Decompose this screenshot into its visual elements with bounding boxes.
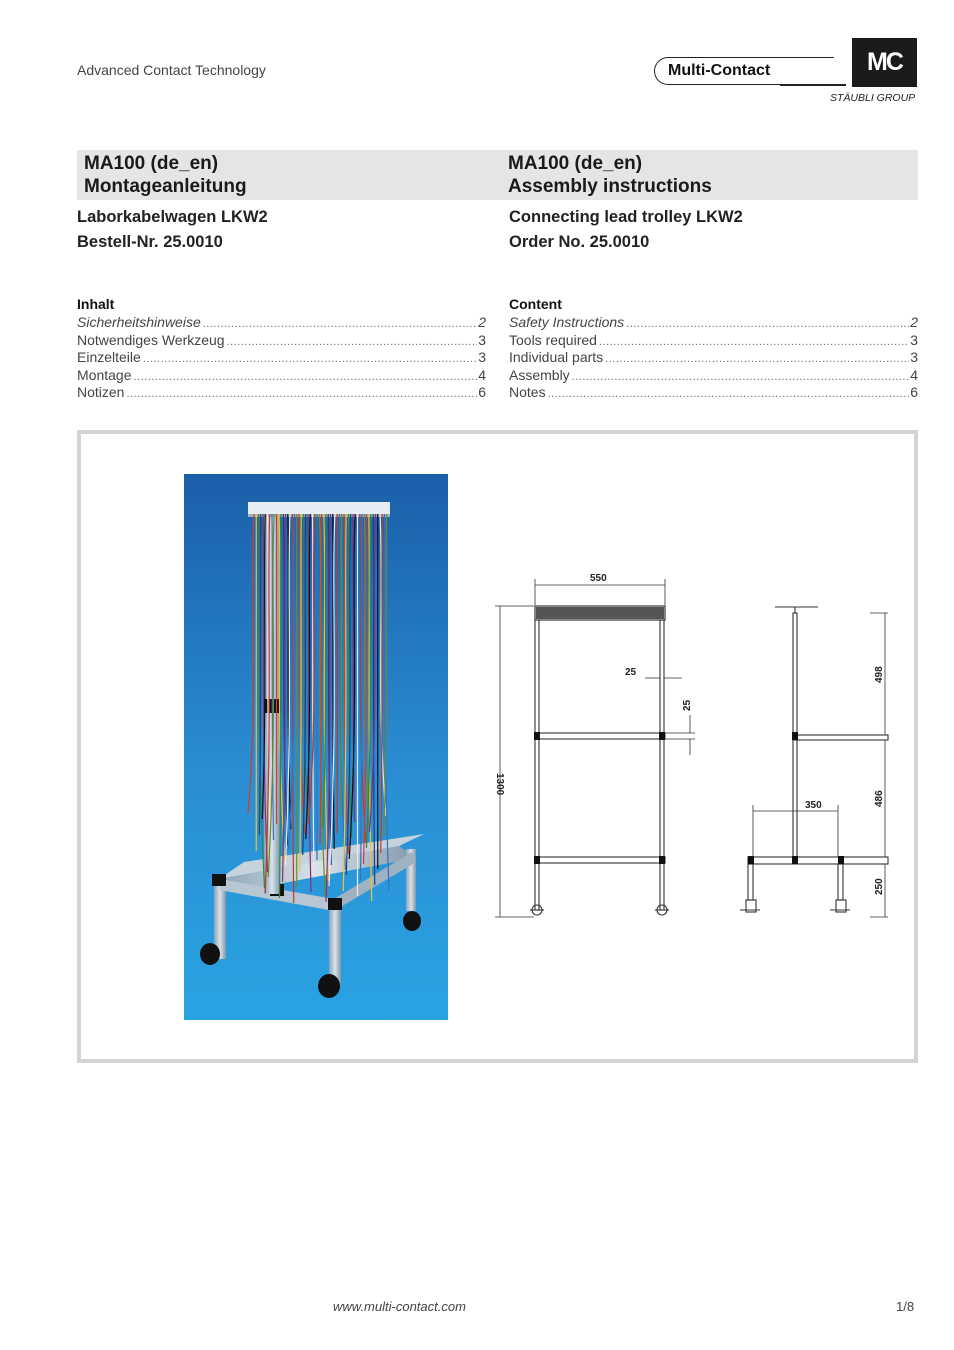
toc-page: 6 (478, 384, 486, 400)
toc-heading-de: Inhalt (77, 296, 115, 312)
toc-label: Einzelteile (77, 349, 141, 365)
toc-item[interactable] (77, 314, 486, 332)
product-photo (184, 474, 448, 1020)
doc-code-en: MA100 (de_en) (508, 153, 643, 174)
footer-url[interactable]: www.multi-contact.com (333, 1299, 466, 1314)
doc-title-de: Montageanleitung (84, 176, 247, 197)
order-number-en: Order No. 25.0010 (509, 233, 650, 251)
toc-page: 4 (910, 366, 918, 383)
group-name: STÄUBLI GROUP (830, 92, 916, 104)
toc-page: 3 (478, 331, 486, 348)
dim-bar-label: 25 (682, 699, 693, 711)
doc-code-de: MA100 (de_en) (84, 153, 219, 174)
brand-underline (780, 84, 846, 86)
title-band-en (501, 150, 918, 200)
toc-item[interactable] (509, 384, 918, 402)
toc-label: Individual parts (509, 349, 604, 365)
page-number: 1/8 (896, 1299, 915, 1314)
toc-item[interactable] (509, 367, 918, 385)
doc-title-en: Assembly instructions (508, 176, 712, 197)
dim-lower-label: 250 (874, 878, 885, 895)
toc-label: Notizen (77, 384, 125, 400)
dim-middle-label: 486 (874, 790, 885, 807)
toc-de (77, 314, 486, 402)
product-name-de: Laborkabelwagen LKW2 (77, 208, 268, 226)
toc-item[interactable] (509, 314, 918, 332)
toc-page: 6 (910, 384, 918, 400)
toc-page: 3 (910, 349, 918, 365)
toc-en (509, 314, 918, 402)
toc-page: 3 (478, 349, 486, 365)
toc-item[interactable] (77, 349, 486, 367)
toc-page: 4 (478, 366, 486, 383)
toc-item[interactable] (77, 384, 486, 402)
brand-name: Multi-Contact (668, 62, 771, 79)
toc-page: 2 (910, 314, 918, 330)
toc-label: Tools required (509, 331, 597, 348)
toc-label: Montage (77, 366, 132, 383)
technical-drawing (490, 565, 900, 925)
toc-item[interactable] (509, 349, 918, 367)
mc-logo: MC (852, 38, 917, 87)
tagline: Advanced Contact Technology (77, 62, 266, 78)
product-name-en: Connecting lead trolley LKW2 (509, 208, 743, 226)
toc-label: Assembly (509, 366, 570, 383)
dim-height-label: 1300 (494, 773, 505, 796)
toc-heading-en: Content (509, 296, 562, 312)
toc-label: Notwendiges Werkzeug (77, 331, 225, 348)
toc-page: 2 (478, 314, 486, 330)
dim-depth-label: 350 (805, 800, 822, 811)
dim-width-label: 550 (590, 573, 607, 584)
toc-label: Sicherheitshinweise (77, 314, 201, 330)
dim-upper-label: 498 (874, 666, 885, 683)
toc-label: Notes (509, 384, 546, 400)
toc-page: 3 (910, 331, 918, 348)
title-band-de (77, 150, 501, 200)
order-number-de: Bestell-Nr. 25.0010 (77, 233, 223, 251)
toc-item[interactable] (77, 367, 486, 385)
toc-label: Safety Instructions (509, 314, 625, 330)
dim-post-label: 25 (625, 667, 637, 678)
toc-item[interactable] (509, 332, 918, 350)
toc-item[interactable] (77, 332, 486, 350)
